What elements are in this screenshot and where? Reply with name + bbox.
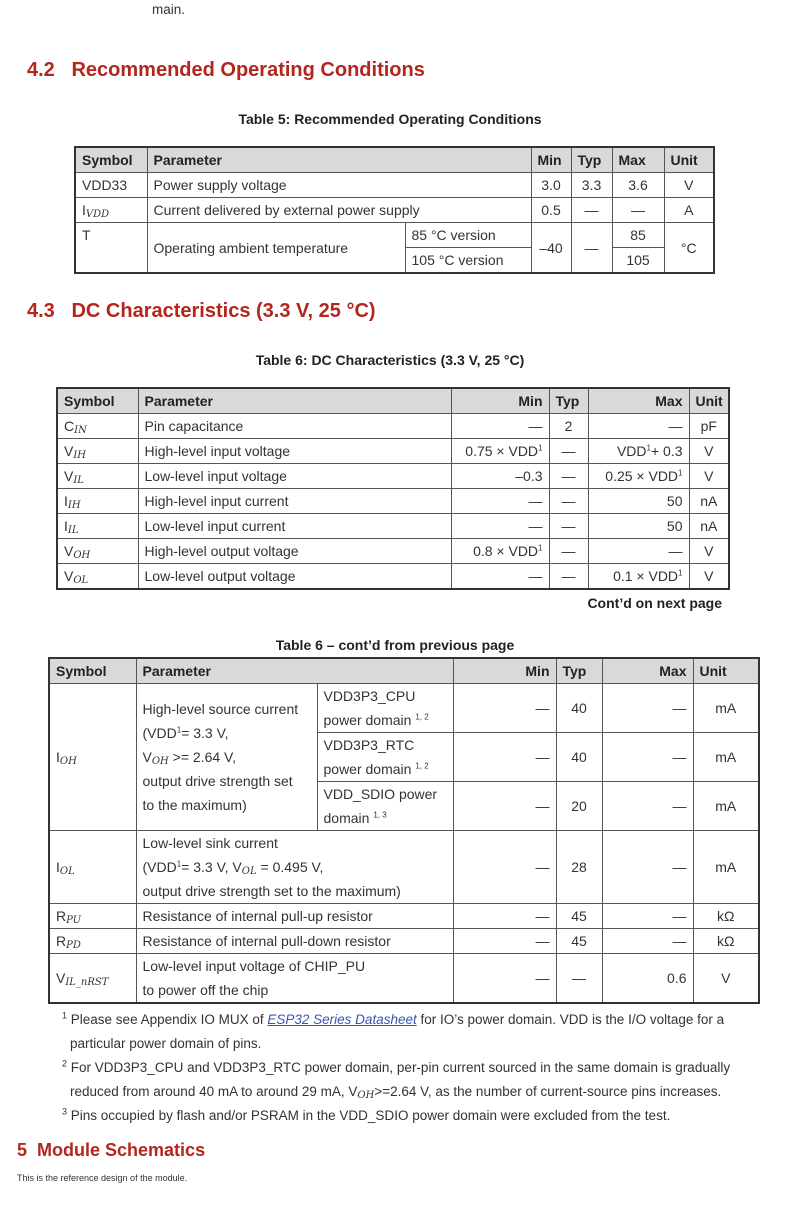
symbol-cell: [57, 464, 138, 489]
body-text: This is the reference design of the module.: [17, 1173, 188, 1183]
header-cell: Typ: [556, 658, 602, 684]
table-5: [74, 146, 715, 274]
unit-cell: nA: [689, 489, 729, 514]
parameter-cell: Current delivered by external power supply: [147, 198, 531, 223]
symbol-cell: VDD33: [75, 173, 147, 198]
min-cell: —: [453, 782, 556, 831]
value: —: [528, 568, 543, 584]
symbol-subscript: PU: [66, 915, 82, 926]
param-line: to the maximum): [142, 797, 247, 813]
symbol-cell: [49, 684, 136, 831]
symbol-subscript: IL: [73, 475, 84, 486]
symbol-subscript: OH: [73, 550, 91, 561]
section-number: 4.3: [27, 300, 55, 322]
value: –0.3: [515, 468, 543, 484]
symbol: R: [56, 933, 67, 949]
min-cell: —: [453, 684, 556, 733]
min-cell: [451, 464, 549, 489]
section-heading-4-3: [27, 300, 376, 323]
section-number: 4.2: [27, 59, 55, 81]
parameter-cell: Pin capacitance: [138, 414, 451, 439]
value: —: [528, 418, 543, 434]
header-cell: Max: [612, 147, 664, 173]
typ-cell: 40: [556, 733, 602, 782]
footnote-ref: 1: [678, 568, 683, 578]
table-6-continued: [48, 657, 760, 1004]
param-line: = 3.3 V, V: [181, 859, 242, 875]
table-6: [56, 387, 730, 590]
header-cell: Typ: [571, 147, 612, 173]
value: 50: [666, 518, 683, 534]
symbol-cell: [57, 539, 138, 564]
symbol: I: [64, 518, 68, 534]
header-cell: Max: [588, 388, 689, 414]
parameter-cell: Resistance of internal pull-down resistor: [136, 929, 453, 954]
typ-cell: —: [549, 464, 588, 489]
symbol: I: [64, 493, 68, 509]
footnote-ref: 1, 2: [415, 712, 429, 722]
symbol-cell: [75, 198, 147, 223]
table-header: [75, 147, 714, 173]
table-row: [75, 173, 714, 198]
min-cell: —: [453, 904, 556, 929]
value: + 0.3: [650, 443, 683, 459]
param-line: V: [142, 749, 152, 765]
max-cell: [588, 414, 689, 439]
typ-cell: —: [549, 514, 588, 539]
symbol: V: [64, 443, 74, 459]
header-cell: Parameter: [138, 388, 451, 414]
typ-cell: 40: [556, 684, 602, 733]
min-cell: —: [453, 733, 556, 782]
symbol: C: [64, 418, 75, 434]
symbol-subscript: PD: [66, 940, 81, 951]
footnote-ref: 1: [538, 443, 543, 453]
param-subscript: OL: [241, 866, 257, 877]
table-caption: Table 6: DC Characteristics (3.3 V, 25 °C): [255, 352, 525, 368]
header-cell: Parameter: [147, 147, 531, 173]
unit-cell: V: [689, 539, 729, 564]
footnote-1: $^1$ Please see Appendix IO MUX of ESP32 Series Datasheet for IO’s power domain. VDD is the I/O voltage for a particular power domain of pins.: [62, 1010, 725, 1051]
min-cell: 3.0: [531, 173, 571, 198]
table-row: [57, 564, 729, 590]
param-line: = 0.495 V,: [256, 859, 324, 875]
typ-cell: 45: [556, 904, 602, 929]
min-cell: [451, 539, 549, 564]
header-cell: Unit: [693, 658, 759, 684]
unit-cell: V: [689, 439, 729, 464]
symbol-cell: [49, 904, 136, 929]
typ-cell: —: [549, 539, 588, 564]
table-row: [57, 514, 729, 539]
parameter-cell: Low-level output voltage: [138, 564, 451, 590]
table-row: [49, 831, 759, 904]
symbol: V: [64, 468, 74, 484]
footnote-ref: 1: [678, 468, 683, 478]
header-cell: Parameter: [136, 658, 453, 684]
parameter-cell: High-level source current ($VDD^1= 3.3$ V, $V_{OH} >= 2.64$ V, output drive strength set to the maximum): [136, 684, 317, 831]
footnote-text: Pins occupied by flash and/or PSRAM in the VDD_SDIO power domain were excluded from the test.: [70, 1108, 671, 1123]
max-cell: [588, 564, 689, 590]
section-title: DC Characteristics (3.3 V, 25 °C): [71, 300, 376, 322]
table-row: [57, 464, 729, 489]
value: —: [528, 493, 543, 509]
unit-cell: mA: [693, 684, 759, 733]
footnote-3: $^3$ Pins occupied by flash and/or PSRAM in the VDD_SDIO power domain were excluded from the test.: [62, 1106, 671, 1123]
footnote-2: $^2$ For VDD3P3_CPU and VDD3P3_RTC power domain, per-pin current sourced in the same domain is gradually reduced from around 40 mA to around 29 mA, $V_{OH}>=2.64$ V, as the number of current-source pins increases.: [62, 1058, 731, 1101]
symbol: I: [82, 202, 86, 218]
header-cell: Symbol: [75, 147, 147, 173]
typ-cell: 28: [556, 831, 602, 904]
max-cell: —: [602, 831, 693, 904]
max-cell: [588, 539, 689, 564]
footnote-ref: 1: [646, 443, 651, 453]
continued-note: Cont’d on next page: [587, 595, 722, 611]
max-cell: —: [602, 929, 693, 954]
domain-cell: [317, 782, 453, 831]
variant-cell: 85 °C version: [405, 223, 531, 248]
parameter-cell: High-level input current: [138, 489, 451, 514]
typ-cell: —: [571, 223, 612, 274]
min-cell: —: [453, 831, 556, 904]
unit-cell: mA: [693, 733, 759, 782]
symbol-subscript: IH: [73, 450, 87, 461]
unit-cell: kΩ: [693, 929, 759, 954]
symbol-subscript: IH: [67, 500, 81, 511]
header-cell: Min: [531, 147, 571, 173]
symbol-cell: [57, 414, 138, 439]
param-line: (VDD: [142, 725, 177, 741]
section-heading-5: [17, 1138, 790, 1162]
header-cell: Symbol: [57, 388, 138, 414]
table-row: [75, 198, 714, 223]
value: 0.25 × VDD: [605, 468, 679, 484]
param-line: High-level source current: [142, 701, 299, 717]
header-cell: Unit: [664, 147, 714, 173]
table-caption: Table 6 – cont’d from previous page: [275, 637, 515, 653]
table-row: [49, 684, 759, 733]
symbol: V: [56, 970, 66, 986]
table-row: [57, 439, 729, 464]
domain-line: VDD3P3_RTC: [323, 737, 415, 753]
symbol: R: [56, 908, 67, 924]
unit-cell: A: [664, 198, 714, 223]
footnote-ref: 1, 2: [415, 761, 429, 771]
header-cell: Unit: [689, 388, 729, 414]
min-cell: —: [453, 929, 556, 954]
max-cell: —: [602, 904, 693, 929]
table-row: [49, 904, 759, 929]
table-row: [49, 929, 759, 954]
datasheet-link[interactable]: ESP32 Series Datasheet: [267, 1012, 417, 1027]
variant-cell: 105 °C version: [405, 248, 531, 274]
max-cell: 85: [612, 223, 664, 248]
symbol-subscript: IL_nRST: [65, 977, 109, 988]
footnote-text: for IO’s power domain. VDD is the I/O voltage for a particular power domain of pins.: [70, 1012, 725, 1051]
typ-cell: —: [556, 954, 602, 1004]
value: —: [668, 543, 683, 559]
domain-cell: [317, 684, 453, 733]
min-cell: [451, 514, 549, 539]
symbol: I: [56, 749, 60, 765]
min-cell: [451, 414, 549, 439]
symbol-subscript: OL: [59, 866, 75, 877]
domain-line: power domain: [323, 761, 412, 777]
typ-cell: —: [549, 439, 588, 464]
symbol-cell: [57, 439, 138, 464]
domain-line: power domain: [323, 712, 412, 728]
parameter-cell: Operating ambient temperature: [147, 223, 405, 274]
footnote-text: >=2.64 V, as the number of current-source pins increases.: [374, 1084, 722, 1099]
header-cell: Min: [453, 658, 556, 684]
symbol-cell: [49, 929, 136, 954]
value: 50: [666, 493, 683, 509]
min-cell: [451, 439, 549, 464]
min-cell: —: [453, 954, 556, 1004]
min-cell: [451, 489, 549, 514]
domain-line: VDD_SDIO power: [323, 786, 438, 802]
unit-cell: V: [664, 173, 714, 198]
unit-cell: °C: [664, 223, 714, 274]
typ-cell: —: [549, 489, 588, 514]
symbol-subscript: OH: [59, 756, 77, 767]
header-cell: Symbol: [49, 658, 136, 684]
unit-cell: V: [689, 464, 729, 489]
footnote-text: For VDD3P3_CPU and VDD3P3_RTC power domain, per-pin current sourced in the same domain is gradually reduced from around 40 mA to around 29 mA, V: [70, 1060, 731, 1099]
param-line: >= 2.64 V,: [172, 749, 236, 765]
body-text: main.: [152, 2, 186, 17]
max-cell: —: [612, 198, 664, 223]
symbol-cell: [57, 489, 138, 514]
table-header: [57, 388, 729, 414]
max-cell: [588, 439, 689, 464]
value: 0.8 × VDD: [473, 543, 539, 559]
unit-cell: pF: [689, 414, 729, 439]
unit-cell: V: [689, 564, 729, 590]
parameter-cell: [136, 954, 453, 1004]
symbol-cell: [49, 831, 136, 904]
domain-line: domain: [323, 810, 370, 826]
parameter-cell: High-level input voltage: [138, 439, 451, 464]
unit-cell: mA: [693, 831, 759, 904]
max-cell: [588, 464, 689, 489]
max-cell: —: [602, 684, 693, 733]
parameter-cell: Low-level sink current ($VDD^1= 3.3$ V, $V_{OL} = 0.495$ V, output drive strength set to the maximum): [136, 831, 453, 904]
lower-content: [0, 351, 790, 1184]
max-cell: [588, 489, 689, 514]
header-cell: Min: [451, 388, 549, 414]
unit-cell: kΩ: [693, 904, 759, 929]
max-cell: 0.6: [602, 954, 693, 1004]
table-row: [57, 414, 729, 439]
typ-cell: 45: [556, 929, 602, 954]
parameter-cell: Low-level input current: [138, 514, 451, 539]
typ-cell: —: [549, 564, 588, 590]
value: —: [668, 418, 683, 434]
typ-cell: 3.3: [571, 173, 612, 198]
max-cell: [588, 514, 689, 539]
domain-cell: [317, 733, 453, 782]
value: VDD: [616, 443, 647, 459]
unit-cell: V: [693, 954, 759, 1004]
parameter-cell: High-level output voltage: [138, 539, 451, 564]
typ-cell: 2: [549, 414, 588, 439]
max-cell: 3.6: [612, 173, 664, 198]
footnote-ref: 1, 3: [373, 810, 387, 820]
typ-cell: —: [571, 198, 612, 223]
section-number: 5: [17, 1140, 28, 1160]
symbol-subscript: IN: [74, 425, 87, 436]
symbol-subscript: IL: [67, 525, 79, 536]
max-cell: —: [602, 782, 693, 831]
header-cell: Typ: [549, 388, 588, 414]
domain-line: VDD3P3_CPU: [323, 688, 416, 704]
table-header: [49, 658, 759, 684]
value: 0.75 × VDD: [465, 443, 539, 459]
param-line: to power off the chip: [142, 982, 269, 998]
min-cell: [451, 564, 549, 590]
symbol-cell: [57, 514, 138, 539]
min-cell: 0.5: [531, 198, 571, 223]
section-title: Recommended Operating Conditions: [71, 59, 425, 81]
symbol-cell: [49, 954, 136, 1004]
header-cell: Max: [602, 658, 693, 684]
param-subscript: OH: [151, 756, 169, 767]
parameter-cell: Resistance of internal pull-up resistor: [136, 904, 453, 929]
footnote-text: Please see Appendix IO MUX of: [70, 1012, 268, 1027]
max-cell: 105: [612, 248, 664, 274]
param-line: = 3.3 V,: [181, 725, 229, 741]
unit-cell: nA: [689, 514, 729, 539]
symbol: I: [56, 859, 60, 875]
value: —: [528, 518, 543, 534]
param-line: (VDD: [142, 859, 177, 875]
symbol: V: [64, 568, 74, 584]
symbol-subscript: VDD: [85, 209, 110, 220]
section-heading-4-2: [27, 59, 425, 82]
footnote-ref: 1: [538, 543, 543, 553]
symbol-cell: T: [75, 223, 147, 274]
table-row: [75, 223, 714, 248]
table-row: [49, 954, 759, 1004]
value: 0.1 × VDD: [613, 568, 679, 584]
max-cell: —: [602, 733, 693, 782]
symbol: V: [64, 543, 74, 559]
section-title: Module Schematics: [37, 1140, 206, 1160]
table-row: [57, 539, 729, 564]
param-line: Low-level input voltage of CHIP_PU: [142, 958, 366, 974]
footnote-subscript: OH: [357, 1090, 375, 1101]
parameter-cell: Low-level input voltage: [138, 464, 451, 489]
typ-cell: 20: [556, 782, 602, 831]
param-line: Low-level sink current: [142, 835, 278, 851]
min-cell: –40: [531, 223, 571, 274]
parameter-cell: Power supply voltage: [147, 173, 531, 198]
unit-cell: mA: [693, 782, 759, 831]
symbol-cell: [57, 564, 138, 590]
table-caption: Table 5: Recommended Operating Conditions: [238, 111, 542, 127]
param-line: output drive strength set: [142, 773, 293, 789]
symbol-subscript: OL: [73, 575, 89, 586]
table-row: [57, 489, 729, 514]
param-line: output drive strength set to the maximum): [142, 883, 401, 899]
